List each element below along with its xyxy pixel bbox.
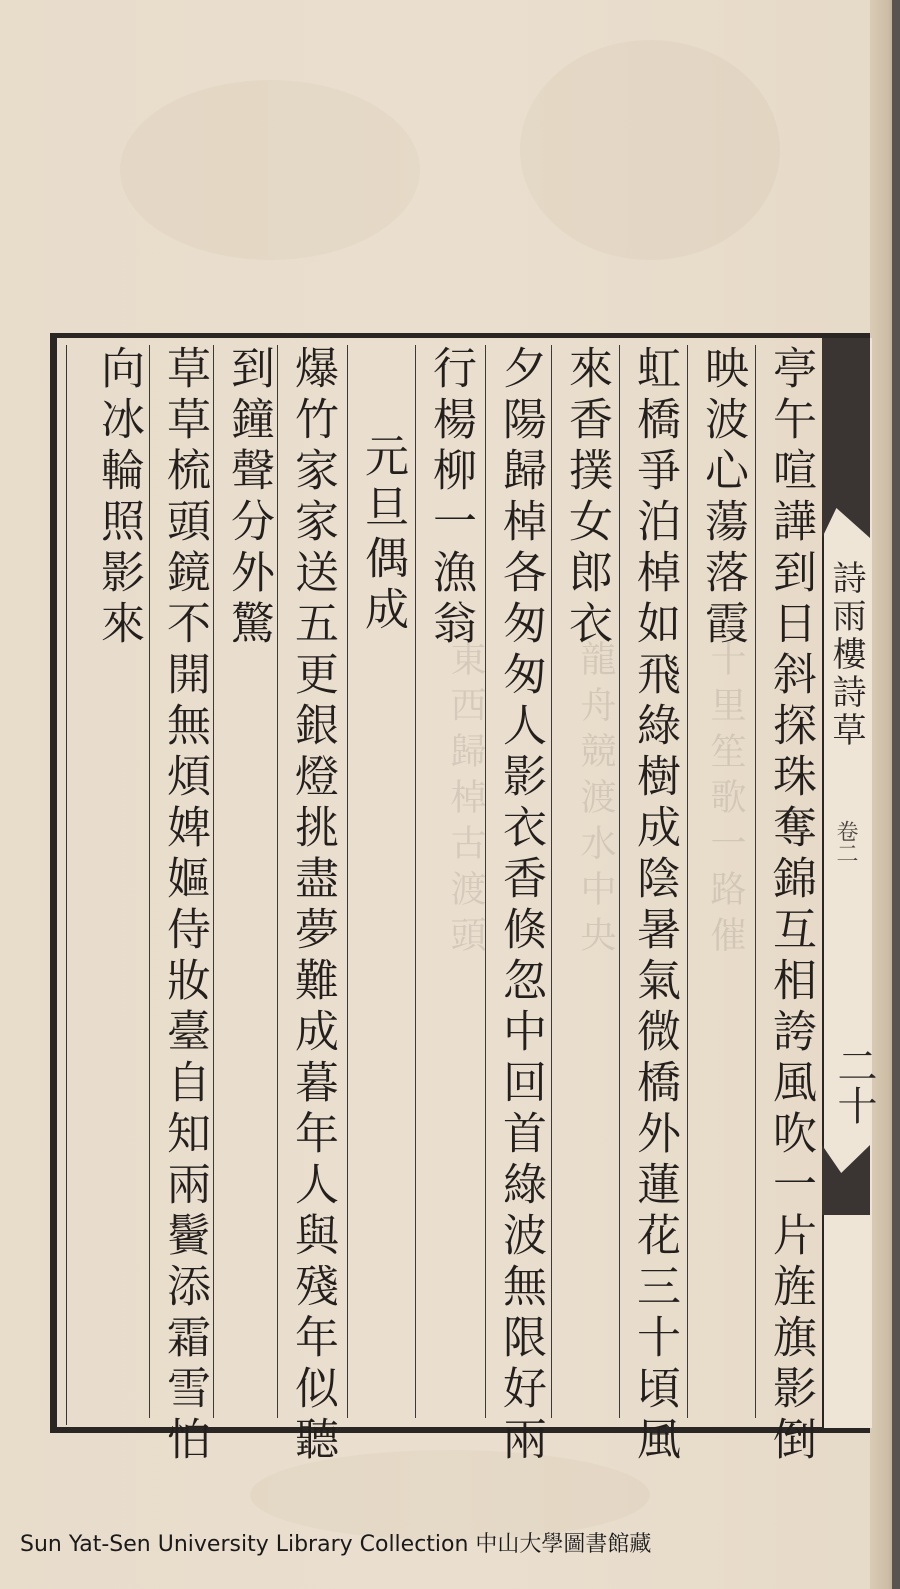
page-edge-shadow (892, 0, 900, 1589)
text-column: 來香撲女郎衣 (561, 345, 612, 651)
show-through-text: 十里笙歌一路催 (705, 640, 746, 962)
margin-volume-number: 卷二 (833, 820, 858, 864)
text-column: 爆竹家家送五更銀燈挑盡夢難成暮年人與殘年似聽 (287, 345, 338, 1467)
poem-title: 元旦偶成 (357, 433, 408, 637)
paper-stain (520, 40, 780, 260)
paper-stain (120, 80, 420, 260)
show-through-text: 龍舟競渡水中央 (575, 640, 616, 962)
text-column: 向冰輪照影來 (93, 345, 144, 651)
column-rule (687, 345, 688, 1418)
column-rule (755, 345, 756, 1418)
text-column: 虹橋爭泊棹如飛綠樹成陰暑氣微橋外蓮花三十頃風 (629, 345, 680, 1467)
column-rule (551, 345, 552, 1418)
column-rule (485, 345, 486, 1418)
text-column: 行楊柳一漁翁 (425, 345, 476, 651)
text-column: 映波心蕩落霞 (697, 345, 748, 651)
column-rule (415, 345, 416, 1418)
column-rule (149, 345, 150, 1418)
column-rule (347, 345, 348, 1418)
library-watermark: Sun Yat-Sen University Library Collection 中山大學圖書館藏 (20, 1532, 652, 1557)
show-through-text: 東西歸棹古渡頭 (445, 640, 486, 962)
margin-book-title: 詩雨樓詩草 (826, 560, 866, 750)
text-column: 亭午喧譁到日斜探珠奪錦互相誇風吹一片旌旗影倒 (765, 345, 816, 1467)
margin-leaf-number: 二十 (831, 1045, 877, 1125)
column-rule (619, 345, 620, 1418)
text-column: 夕陽歸棹各匆匆人影衣香倏忽中回首綠波無限好兩 (495, 345, 546, 1467)
fish-tail-mark-top (822, 338, 870, 538)
text-column: 到鐘聲分外驚 (223, 345, 274, 651)
text-column: 草草梳頭鏡不開無煩婢嫗侍妝臺自知兩鬢添霜雪怕 (159, 345, 210, 1467)
